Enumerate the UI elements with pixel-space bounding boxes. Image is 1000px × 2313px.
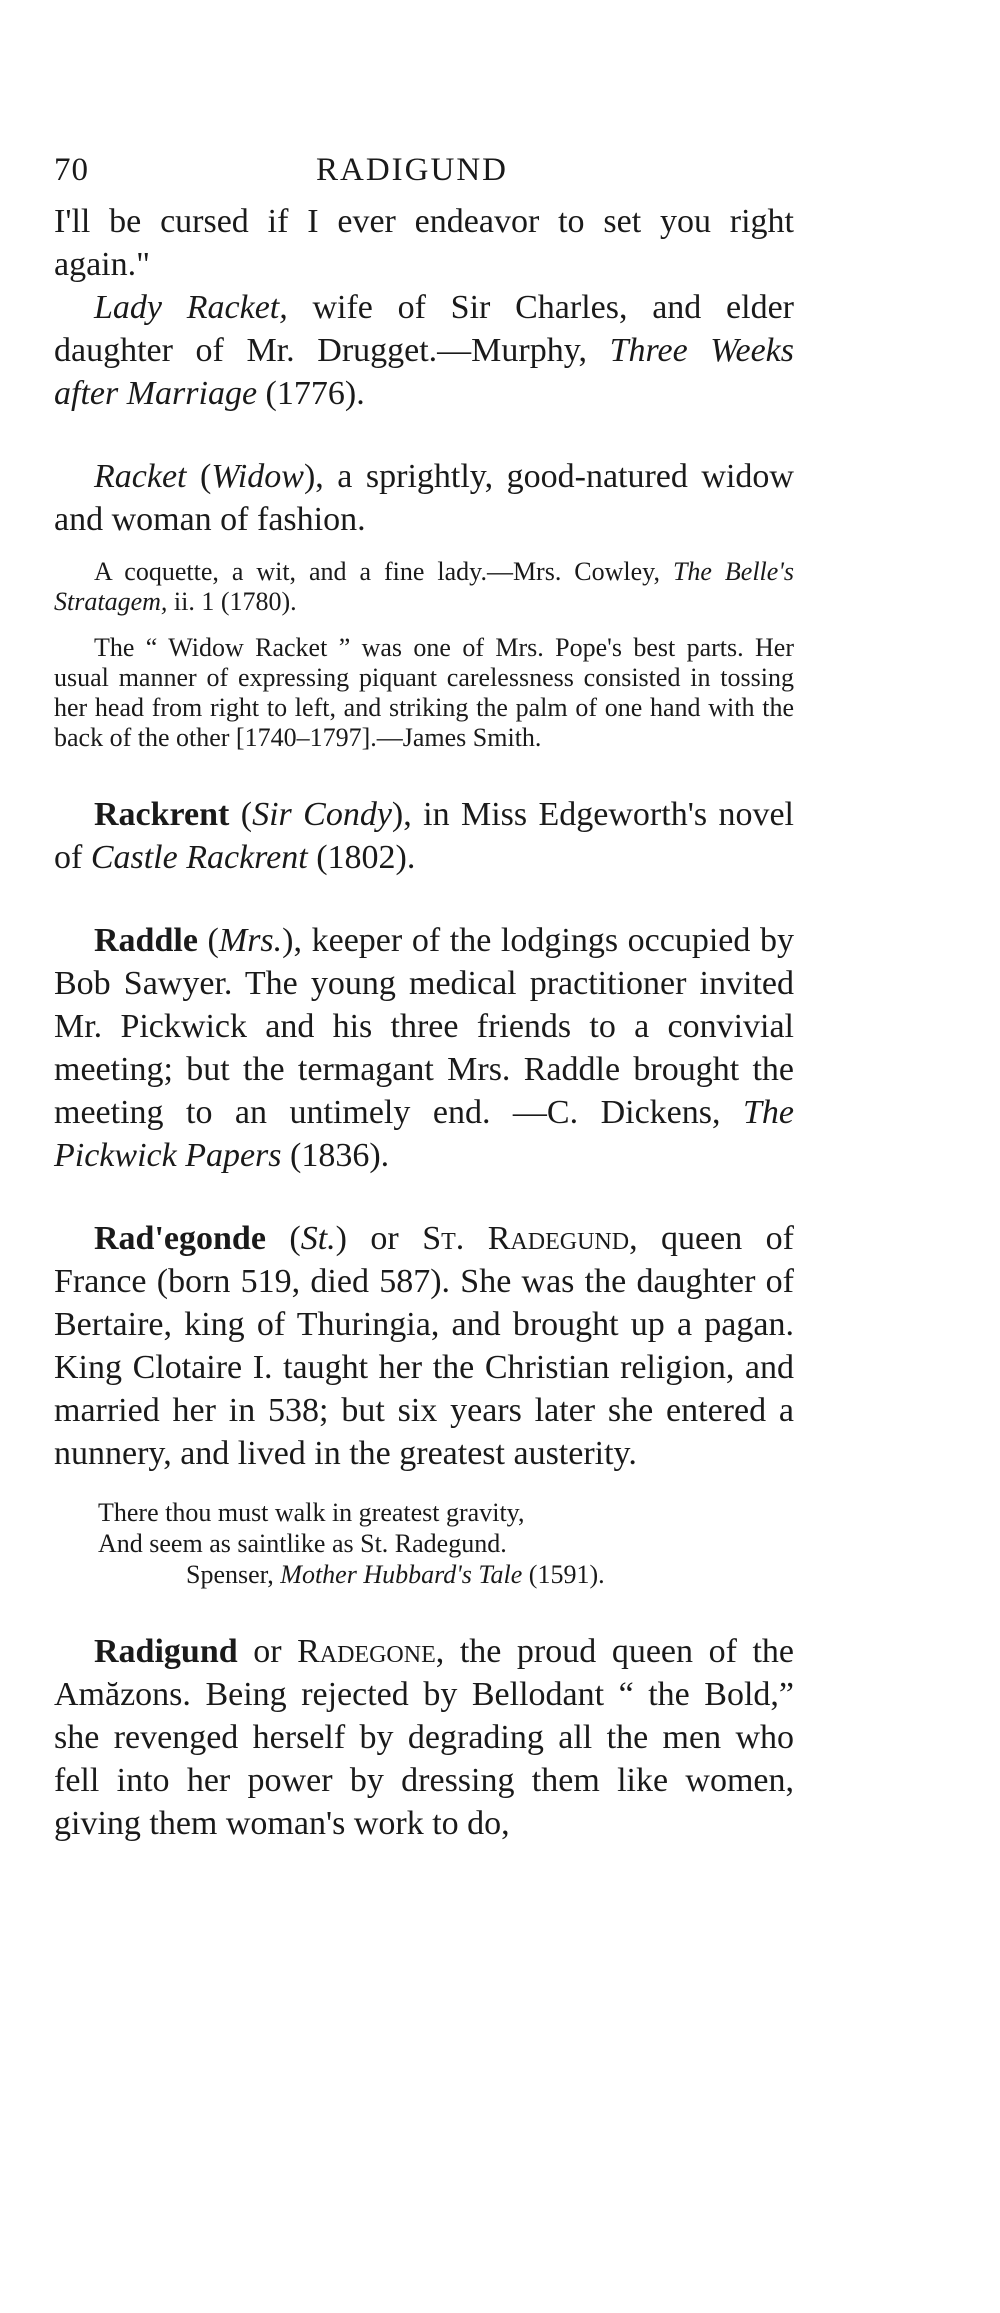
entry-lady-racket: Lady Racket, wife of Sir Charles, and elder daughter of Mr. Drugget.—Murphy, Three Weeks after Marriage (1776). <box>54 289 794 412</box>
headword: Rad'egonde <box>94 1220 266 1257</box>
entry-raddle: Raddle (Mrs.), keeper of the lodgings occupied by Bob Sawyer. The young medical practitioner invited Mr. Pickwick and his three friends to a convivial meeting; but the termagant Mrs. Raddle brought the meeting to an untimely end. —C. Dickens, The Pickwick Papers (1836). <box>54 922 795 1174</box>
work-title: Three Weeks after Marriage <box>54 332 794 412</box>
entry-rackrent: Rackrent (Sir Condy), in Miss Edgeworth's novel of Castle Rackrent (1802). <box>54 796 794 876</box>
headword: Raddle <box>94 922 198 959</box>
work-title: Castle Rackrent <box>90 839 308 876</box>
quote-james-smith: The “ Widow Racket ” was one of Mrs. Pope's best parts. Her usual manner of expressing piquant carelessness consisted in tossing her head from right to left, and striking the palm of one hand with the back of the other [1740–1797].—James Smith. <box>54 633 794 752</box>
quote-cowley: A coquette, a wit, and a fine lady.—Mrs. Cowley, The Belle's Stratagem, ii. 1 (1780). <box>54 557 794 616</box>
entry-widow-racket: Racket (Widow), a sprightly, good-natured widow and woman of fashion. <box>54 458 794 538</box>
headword: Rackrent <box>94 796 230 833</box>
headword: Radigund <box>94 1633 238 1670</box>
verse-quote <box>54 1497 794 1590</box>
work-title: The Pickwick Papers <box>54 1094 794 1174</box>
alt-name: Radegone, <box>297 1633 445 1670</box>
page-number: 70 <box>54 152 89 188</box>
work-title: The Belle's Stratagem, <box>54 557 794 616</box>
book-page <box>54 140 794 1845</box>
entry-name: Lady Racket, <box>94 289 288 326</box>
work-title: Mother Hubbard's Tale <box>280 1560 523 1589</box>
page-header <box>54 140 794 200</box>
verse-citation: Spenser, Mother Hubbard's Tale (1591). <box>186 1560 605 1589</box>
verse-line-1: There thou must walk in greatest gravity, <box>98 1498 525 1527</box>
continuation-text: I'll be cursed if I ever endeavor to set you right again." <box>54 203 794 283</box>
entry-radegonde: Rad'egonde (St.) or St. Radegund, queen of France (born 519, died 587). She was the daughter of Bertaire, king of Thuringia, and brought up a pagan. King Clotaire I. taught her the Christian religion, and married her in 538; but six years later she entered a nunnery, and lived in the greatest austerity. <box>54 1220 794 1472</box>
verse-line-2: And seem as saintlike as St. Radegund. <box>98 1529 507 1558</box>
alt-name: St. Radegund, <box>422 1220 638 1257</box>
running-title: RADIGUND <box>316 152 508 188</box>
entry-radigund: Radigund or Radegone, the proud queen of the Amăzons. Being rejected by Bellodant “ the Bold,” she revenged herself by degrading all the men who fell into her power by dressing them like women, giving them woman's work to do, <box>54 1633 794 1842</box>
entry-name: Racket <box>94 458 187 495</box>
